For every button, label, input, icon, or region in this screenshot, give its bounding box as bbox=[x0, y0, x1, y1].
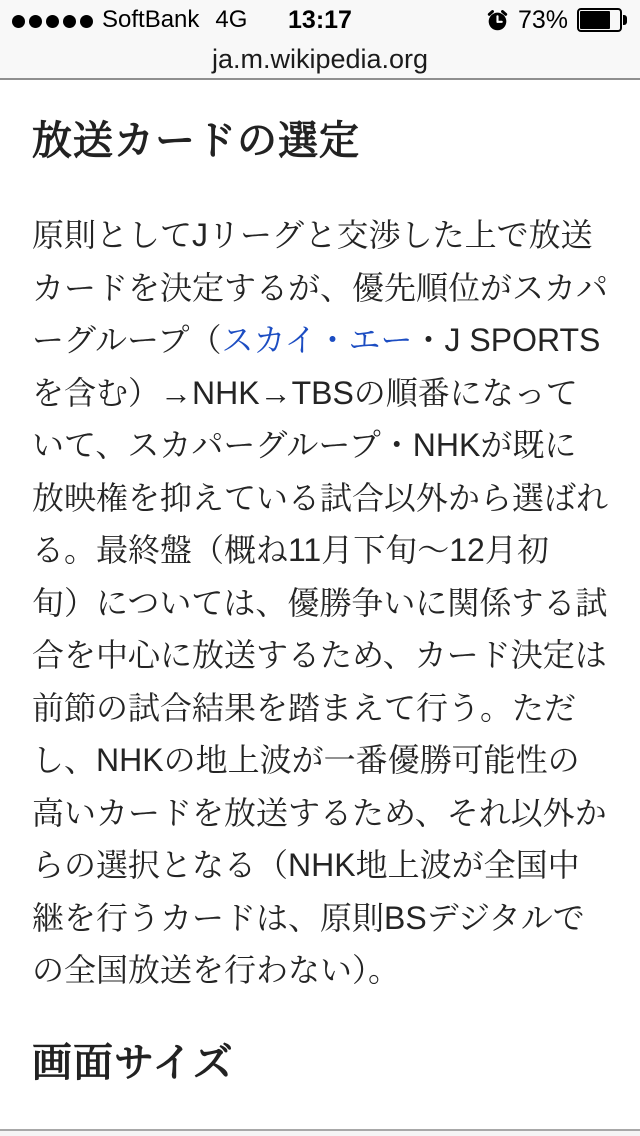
signal-dot bbox=[63, 15, 76, 28]
article-page bbox=[0, 80, 640, 1136]
article-paragraph bbox=[32, 209, 608, 997]
section-heading-screen-size[interactable]: 画面サイズ bbox=[32, 1039, 234, 1085]
alarm-clock-icon bbox=[486, 9, 509, 32]
paragraph-line: る。最終盤（概ね11月下旬〜12月初 bbox=[32, 532, 549, 568]
bottom-toolbar-edge bbox=[0, 1129, 640, 1136]
battery-nub bbox=[623, 15, 627, 25]
paragraph-line: カードを決定するが、優先順位がスカパ bbox=[32, 269, 609, 306]
battery-icon bbox=[577, 8, 622, 32]
paragraph-line: いて、スカパーグループ・NHKが既に bbox=[32, 427, 577, 463]
paragraph-line: 放映権を抑えている試合以外から選ばれ bbox=[32, 479, 609, 516]
article-content bbox=[0, 80, 640, 1088]
status-bar bbox=[0, 0, 640, 40]
signal-dot bbox=[80, 15, 93, 28]
url-text[interactable]: ja.m.wikipedia.org bbox=[211, 43, 429, 74]
paragraph-text: ーグループ（ bbox=[32, 322, 222, 358]
clock-time: 13:17 bbox=[288, 6, 352, 34]
battery-percent-label: 73% bbox=[517, 5, 568, 34]
signal-dot bbox=[46, 15, 59, 28]
paragraph-line: を含む）→NHK→TBSの順番になって bbox=[32, 374, 578, 411]
section-heading-broadcast-card-selection[interactable]: 放送カードの選定 bbox=[32, 118, 360, 163]
paragraph-line: 合を中心に放送するため、カード決定は bbox=[32, 637, 607, 673]
signal-dot bbox=[29, 15, 42, 28]
signal-strength-icon bbox=[12, 15, 93, 28]
network-type-label: 4G bbox=[215, 6, 248, 33]
paragraph-line: 旬）については、優勝争いに関係する試 bbox=[32, 584, 608, 621]
paragraph-line: 原則としてJリーグと交渉した上で放送 bbox=[32, 217, 593, 253]
paragraph-line: 前節の試合結果を踏まえて行う。ただ bbox=[32, 689, 577, 726]
signal-dot bbox=[12, 15, 25, 28]
url-bar[interactable] bbox=[0, 40, 640, 78]
paragraph-line: 継を行うカードは、原則BSデジタルで bbox=[32, 899, 585, 936]
browser-top-chrome bbox=[0, 0, 640, 80]
battery-fill bbox=[580, 11, 610, 29]
paragraph-line: し、NHKの地上波が一番優勝可能性の bbox=[32, 742, 580, 778]
inline-link-sky-a[interactable]: スカイ・エー bbox=[221, 322, 413, 358]
paragraph-line: 高いカードを放送するため、それ以外か bbox=[32, 794, 607, 831]
paragraph-line: らの選択となる（NHK地上波が全国中 bbox=[32, 847, 580, 883]
paragraph-line: の全国放送を行わない）。 bbox=[32, 952, 401, 988]
paragraph-text: ・J SPORTS bbox=[412, 322, 601, 358]
status-bar-right-cluster bbox=[486, 6, 628, 35]
paragraph-line bbox=[32, 314, 608, 367]
carrier-label: SoftBank bbox=[102, 6, 200, 33]
